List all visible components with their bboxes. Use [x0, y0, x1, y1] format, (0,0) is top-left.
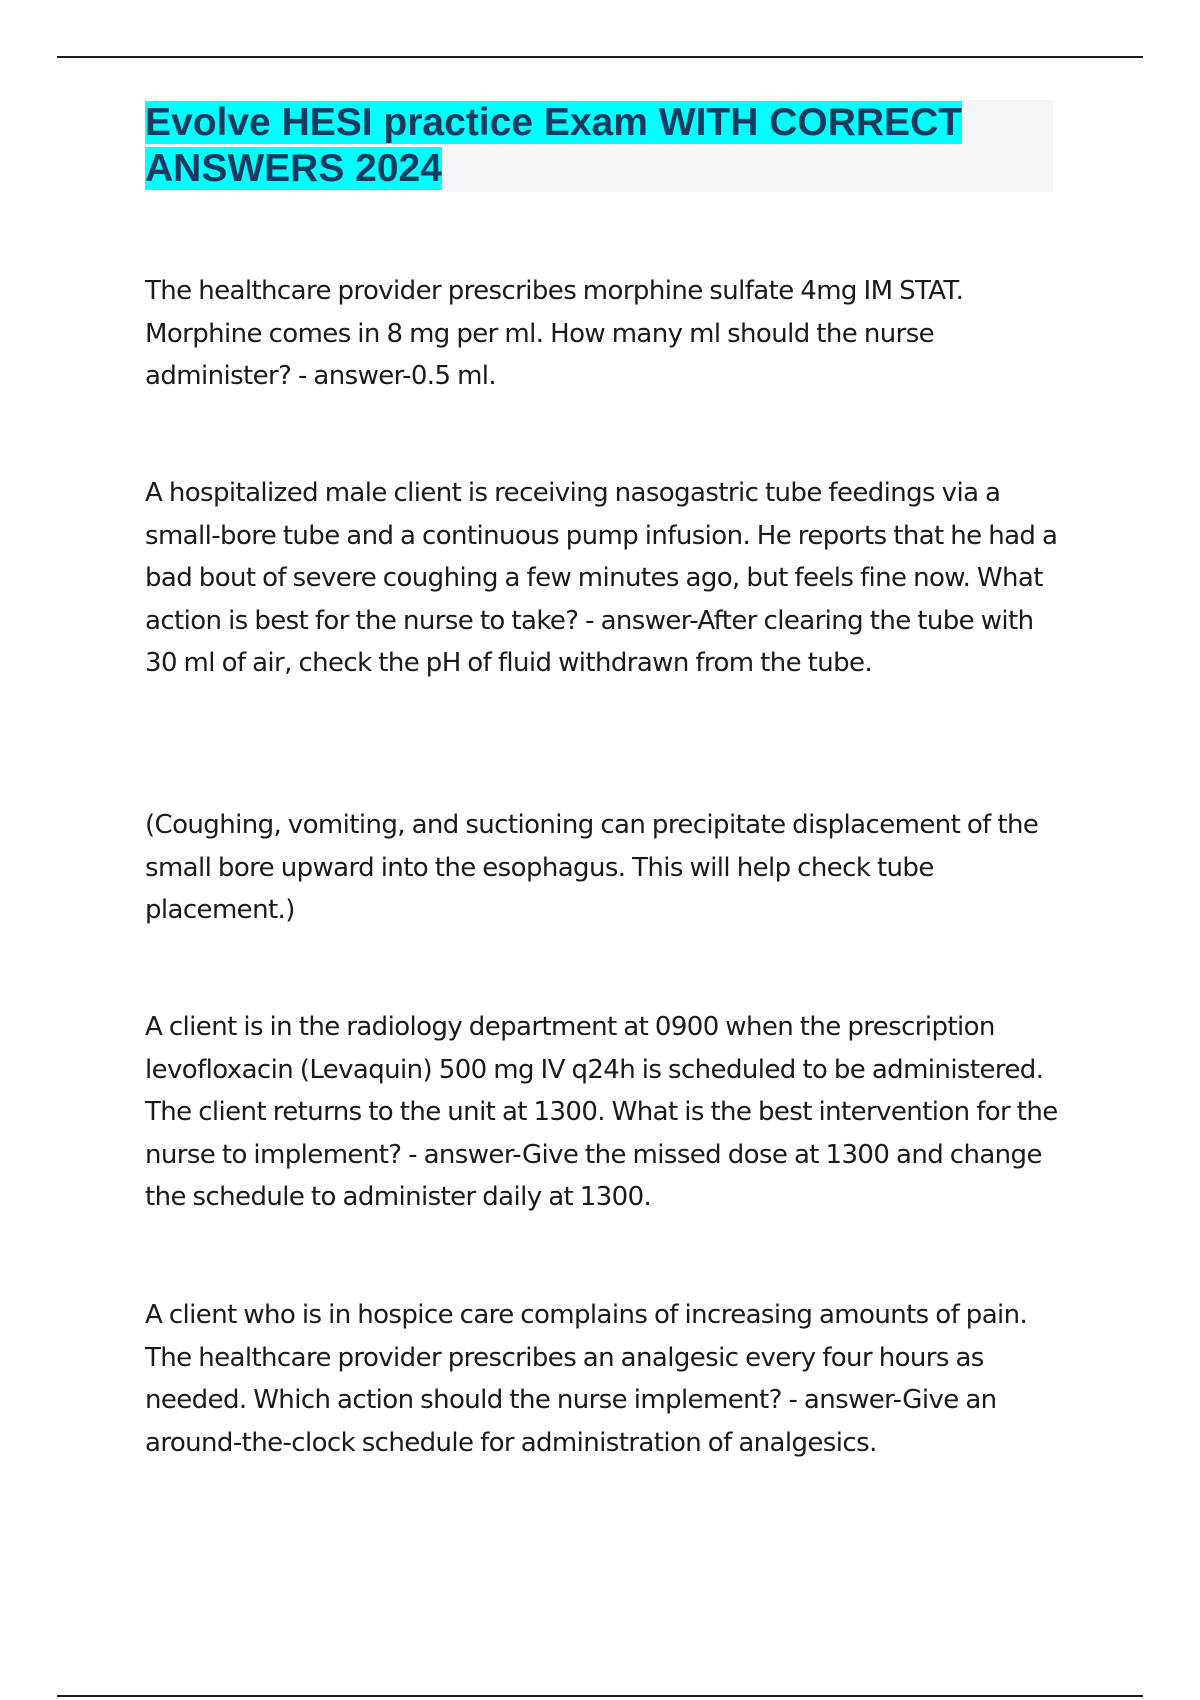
title-highlight: Evolve HESI practice Exam WITH CORRECT ANSWERS 2024 — [145, 101, 963, 190]
rationale-paragraph: (Coughing, vomiting, and suctioning can precipitate displacement of the small bore upward into the esophagus. This will help check tube placement.) — [145, 810, 1039, 926]
document-title — [145, 100, 1053, 192]
question-paragraph-1: The healthcare provider prescribes morphine sulfate 4mg IM STAT. Morphine comes in 8 mg per ml. How many ml should the nurse administer? - answer-0.5 ml. — [145, 276, 964, 392]
header-rule — [57, 56, 1143, 58]
question-paragraph-3: A client is in the radiology department at 0900 when the prescription levofloxacin (Levaquin) 500 mg IV q24h is scheduled to be administered. The client returns to the unit at 1300. What is the best intervention for the nurse to implement? - answer-Give the missed dose at 1300 and change the schedule to administer daily at 1300. — [145, 1012, 1058, 1213]
title-block — [145, 100, 1053, 192]
question-paragraph-4: A client who is in hospice care complains of increasing amounts of pain. The healthcare provider prescribes an analgesic every four hours as needed. Which action should the nurse implement? - answer-Give an around-the-clock schedule for administration of analgesics. — [145, 1300, 1028, 1458]
footer-rule — [57, 1695, 1143, 1697]
question-paragraph-2: A hospitalized male client is receiving nasogastric tube feedings via a small-bore tube and a continuous pump infusion. He reports that he had a bad bout of severe coughing a few minutes ago, but feels fine now. What action is best for the nurse to take? - answer-After clearing the tube with 30 ml of air, check the pH of fluid withdrawn from the tube. — [145, 478, 1058, 679]
